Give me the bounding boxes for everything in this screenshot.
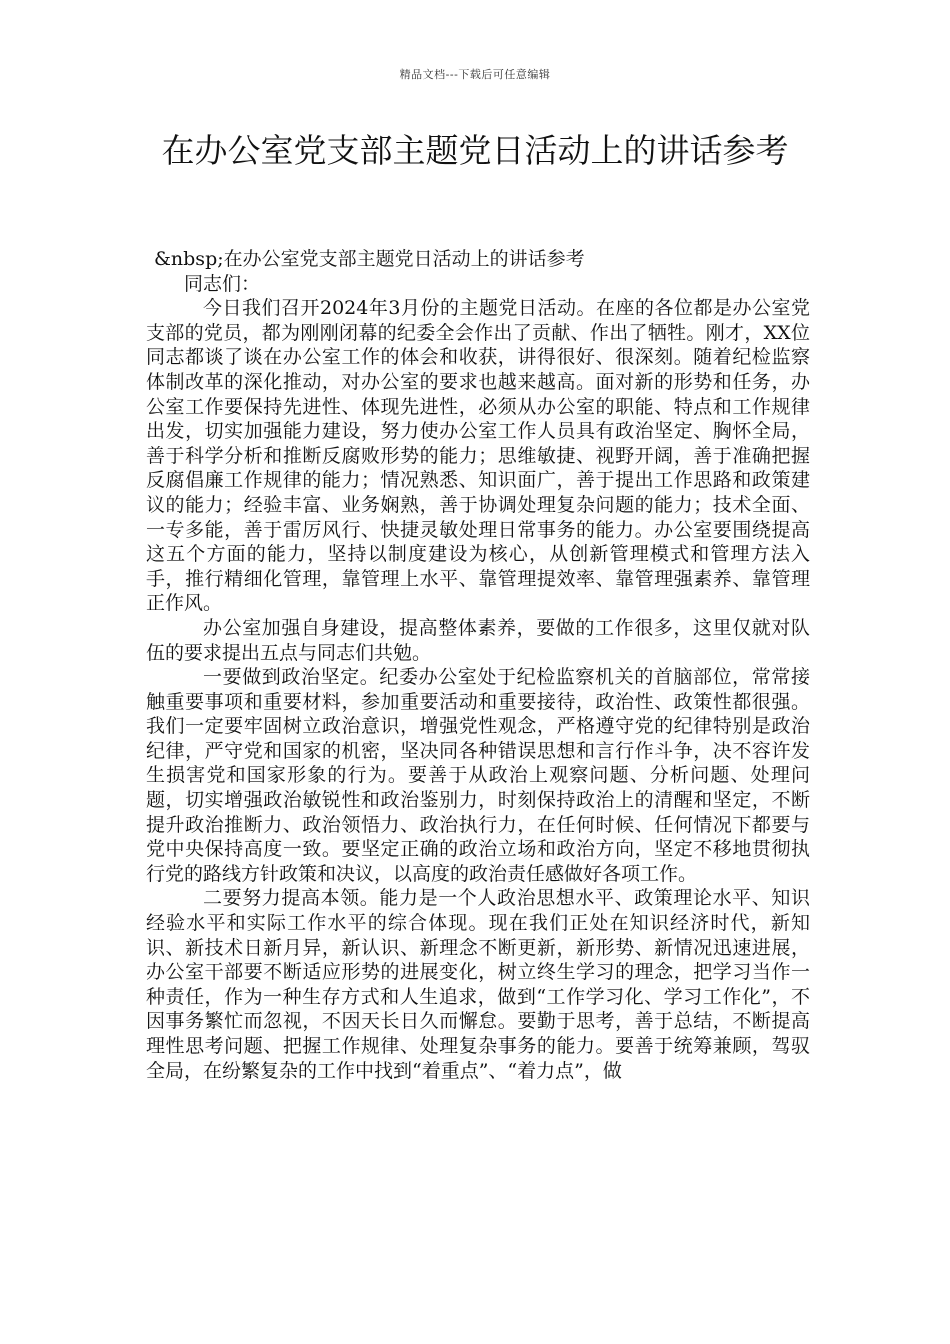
paragraph-2: 办公室加强自身建设，提高整体素养，要做的工作很多，这里仅就对队伍的要求提出五点与同志们共勉。 — [146, 616, 810, 664]
header-note: 精品文档---下载后可任意编辑 — [399, 68, 551, 81]
lead-line: &nbsp;在办公室党支部主题党日活动上的讲话参考 — [154, 248, 585, 270]
paragraph-4: 二要努力提高本领。能力是一个人政治思想水平、政策理论水平、知识经验水平和实际工作水平的综合体现。现在我们正处在知识经济时代，新知识、新技术日新月异，新认识、新理念不断更新，新形势、新情况迅速进展，办公室干部要不断适应形势的进展变化，树立终生学习的理念，把学习当作一种责任，作为一种生存方式和人生追求，做到“工作学习化、学习工作化”，不因事务繁忙而忽视，不因天长日久而懈怠。要勤于思考，善于总结，不断提高理性思考问题、把握工作规律、处理复杂事务的能力。要善于统筹兼顾，驾驭全局，在纷繁复杂的工作中找到“着重点”、“着力点”，做 — [146, 887, 810, 1082]
paragraph-3: 一要做到政治坚定。纪委办公室处于纪检监察机关的首脑部位，常常接触重要事项和重要材料，参加重要活动和重要接待，政治性、政策性都很强。我们一定要牢固树立政治意识，增强党性观念，严格遵守党的纪律特别是政治纪律，严守党和国家的机密，坚决同各种错误思想和言行作斗争，决不容许发生损害党和国家形象的行为。要善于从政治上观察问题、分析问题、处理问题，切实增强政治敏锐性和政治鉴别力，时刻保持政治上的清醒和坚定，不断提升政治推断力、政治领悟力、政治执行力，在任何时候、任何情况下都要与党中央保持高度一致。要坚定正确的政治立场和政治方向，坚定不移地贯彻执行党的路线方针政策和决议，以高度的政治责任感做好各项工作。 — [146, 666, 810, 885]
document-title: 在办公室党支部主题党日活动上的讲话参考 — [161, 131, 789, 170]
paragraph-1: 今日我们召开2024年3月份的主题党日活动。在座的各位都是办公室党支部的党员，都为刚刚闭幕的纪委全会作出了贡献、作出了牺牲。刚才，XX位同志都谈了谈在办公室工作的体会和收获，讲得很好、很深刻。随着纪检监察体制改革的深化推动，对办公室的要求也越来越高。面对新的形势和任务，办公室工作要保持先进性、体现先进性，必须从办公室的职能、特点和工作规律出发，切实加强能力建设，努力使办公室工作人员具有政治坚定、胸怀全局，善于科学分析和推断反腐败形势的能力；思维敏捷、视野开阔，善于准确把握反腐倡廉工作规律的能力；情况熟悉、知识面广，善于提出工作思路和政策建议的能力；经验丰富、业务娴熟，善于协调处理复杂问题的能力；技术全面、一专多能，善于雷厉风行、快捷灵敏处理日常事务的能力。办公室要围绕提高这五个方面的能力，坚持以制度建设为核心，从创新管理模式和管理方法入手，推行精细化管理，靠管理上水平、靠管理提效率、靠管理强素养、靠管理正作风。 — [146, 297, 810, 615]
greeting: 同志们： — [184, 272, 261, 295]
document-body — [146, 247, 810, 1083]
